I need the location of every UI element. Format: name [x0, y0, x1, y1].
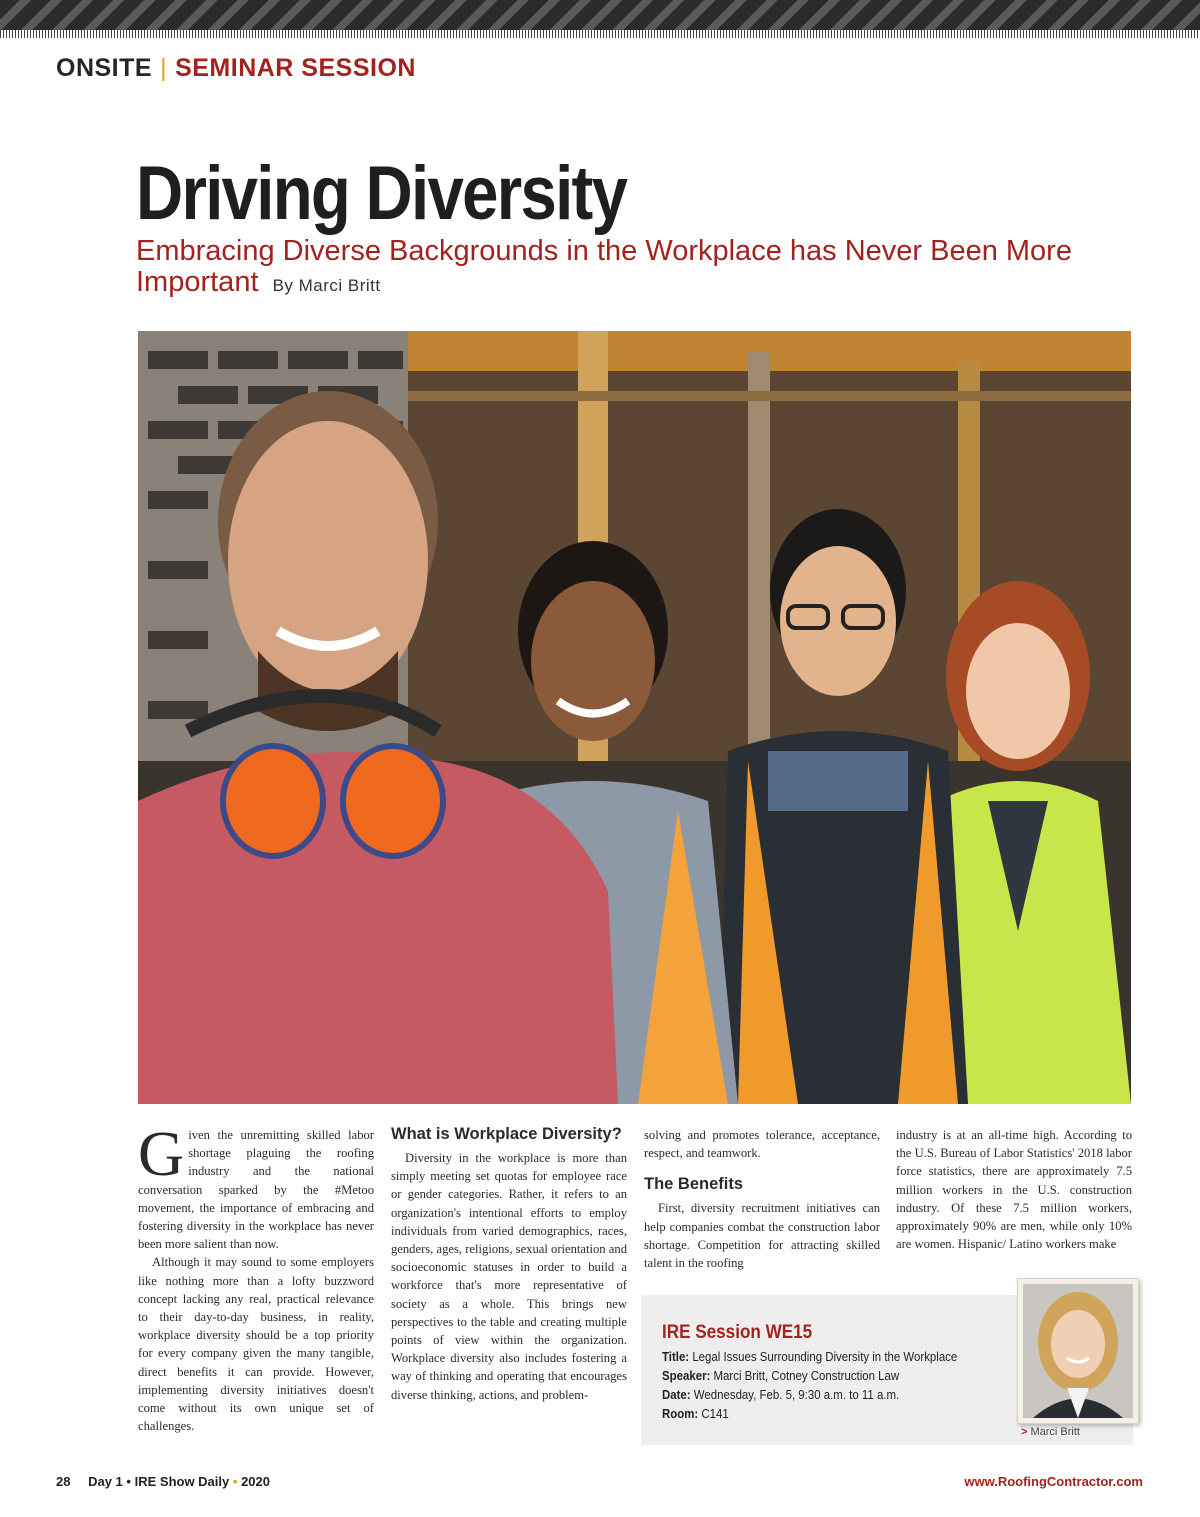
article-byline: By Marci Britt: [272, 276, 381, 295]
body-paragraph: Diversity in the workplace is more than simply meeting set quotas for employee race or gender categories. Rather, it refers to an organization's intentional efforts to employ individuals from varied demographics, races, genders, ages, religions, sexual orientation and socioeconomic statuses in order to build a workforce that's more representative of society as a whole. This brings new perspectives to the table and creating multiple points of view within the organization. Workplace diversity also includes fostering a way of thinking and operating that encourages diverse thinking, actions, and problem-: [391, 1151, 627, 1402]
body-paragraph: solving and promotes tolerance, acceptance, respect, and teamwork.: [644, 1128, 880, 1161]
top-rule: [0, 30, 1200, 38]
session-heading: IRE Session WE15: [662, 1322, 813, 1343]
session-speaker-row: Speaker: Marci Britt, Cotney Construction Law: [662, 1368, 900, 1383]
footer-publication: IRE Show Daily: [134, 1474, 230, 1489]
body-paragraph: industry is at an all-time high. According to the U.S. Bureau of Labor Statistics' 2018 labor force statistics, there are approximately 7.5 million workers in the U.S. construction industry. Of these 7.5 million workers, approximately 90% are men, while only 10% are women. Hispanic/ Latino workers make: [896, 1128, 1132, 1252]
article-subtitle-block: [136, 236, 1136, 301]
footer-year: 2020: [241, 1474, 270, 1489]
session-room-row: Room: C141: [662, 1406, 729, 1421]
drop-cap: G: [138, 1118, 185, 1189]
section-heading: What is Workplace Diversity?: [391, 1125, 622, 1143]
section-separator: |: [160, 54, 168, 82]
footer-day: Day 1: [88, 1474, 123, 1489]
footer-folio: 28 Day 1 • IRE Show Daily • 2020: [56, 1474, 270, 1489]
session-date-row: Date: Wednesday, Feb. 5, 9:30 a.m. to 11 a.m.: [662, 1387, 900, 1402]
body-column-2: [391, 1126, 627, 1404]
body-column-1: [138, 1118, 374, 1435]
article-title: Driving Diversity: [136, 151, 627, 236]
body-paragraph: Although it may sound to some employers like nothing more than a lofty buzzword concept lacking any real, practical relevance to their day-to-day business, in reality, workplace diversity should be a top priority for every company given the many tangible, direct benefits it can provide. However, implementing diversity initiatives doesn't come without its own unique set of challenges.: [138, 1255, 374, 1434]
speaker-portrait: [1017, 1278, 1139, 1424]
body-column-3: [644, 1126, 880, 1272]
caption-arrow-icon: >: [1021, 1426, 1028, 1438]
intro-paragraph: Given the unremitting skilled labor shortage plaguing the roofing industry and the national conversation sparked by the #Metoo movement, the importance of embracing and fostering diversity in the workplace has never been more salient than now.: [138, 1118, 374, 1252]
session-title-row: Title: Legal Issues Surrounding Diversity in the Workplace: [662, 1349, 958, 1364]
section-name: ONSITE: [56, 54, 153, 82]
hero-photo: [138, 331, 1131, 1104]
article-subtitle: Embracing Diverse Backgrounds in the Workplace has Never Been More Important: [136, 235, 1072, 298]
footer-website-link[interactable]: www.RoofingContractor.com: [964, 1474, 1143, 1489]
portrait-caption: > Marci Britt: [1021, 1426, 1080, 1438]
section-label: [56, 54, 416, 83]
subsection-name: SEMINAR SESSION: [175, 54, 416, 82]
section-heading: The Benefits: [644, 1175, 744, 1194]
page-number: 28: [56, 1474, 71, 1489]
body-paragraph: First, diversity recruitment initiatives can help companies combat the construction labor shortage. Competition for attracting skilled talent in the roofing: [644, 1201, 880, 1271]
top-stripe-band: [0, 0, 1200, 30]
body-column-4: [896, 1126, 1132, 1253]
